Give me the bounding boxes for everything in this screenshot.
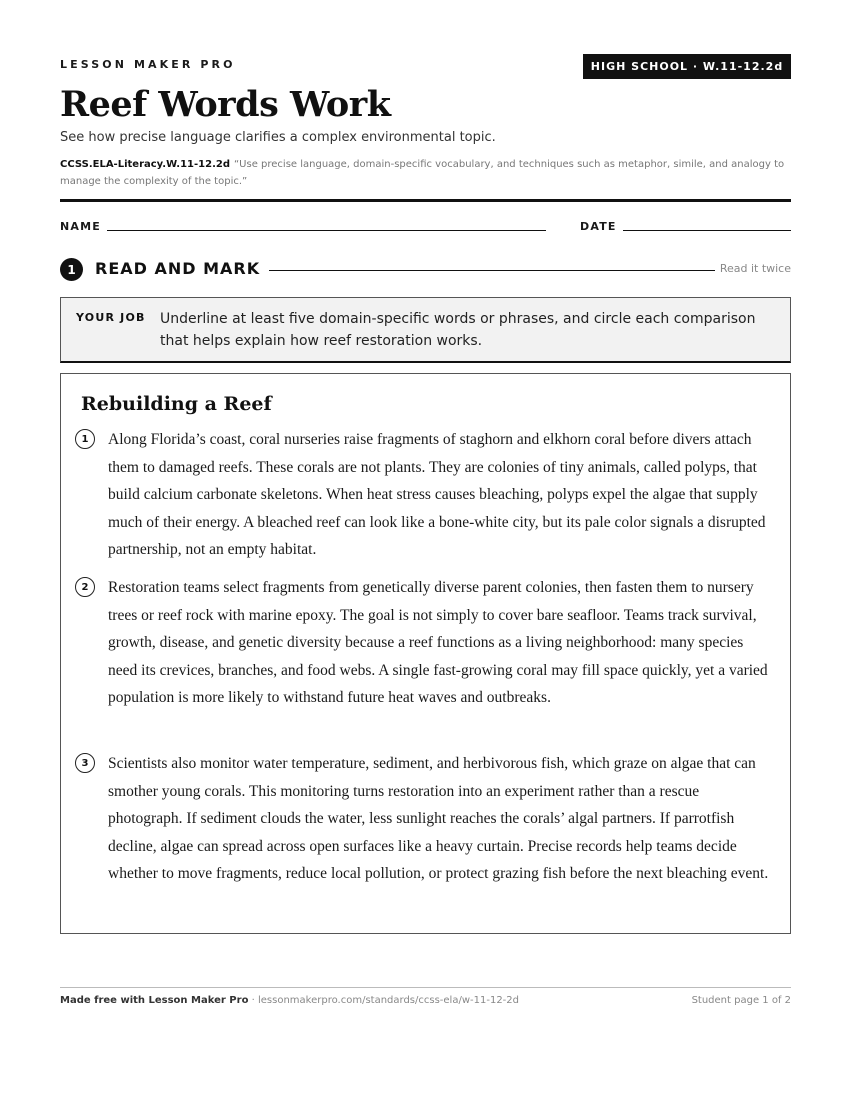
name-field[interactable] (107, 230, 546, 231)
name-label: NAME (60, 220, 101, 233)
reading-passage (60, 373, 791, 934)
footer-made-with: Made free with Lesson Maker Pro (60, 995, 249, 1006)
date-label: DATE (580, 220, 617, 233)
instructions-box (60, 297, 791, 363)
brand-name: LESSON MAKER PRO (60, 58, 236, 71)
section-note: Read it twice (719, 262, 791, 275)
section-header (60, 257, 791, 281)
footer-divider (60, 987, 791, 988)
paragraph-3: Scientists also monitor water temperature, sediment, and herbivorous fish, which graze on algae that can smother young corals. This monitoring turns restoration into an experiment rather than a rescue photograph. If sediment clouds the water, less sunlight reaches the corals’ algal partners. If parrotfish decline, algae can spread across open surfaces like a heavy curtain. Precise records help teams decide whether to move fragments, reduce local pollution, or protect grazing fish before the next bleaching event. (108, 755, 769, 883)
standard-description (60, 156, 791, 190)
page-title: Reef Words Work (60, 84, 391, 125)
paragraph-1: Along Florida’s coast, coral nurseries raise fragments of staghorn and elkhorn coral before divers attach them to damaged reefs. These corals are not plants. They are colonies of tiny animals, called polyps, that build calcium carbonate skeletons. When heat stress causes bleaching, polyps expel the algae that supply much of their energy. A bleached reef can look like a bone-white city, but its pale color signals a disrupted partnership, not an empty habitat. (108, 431, 766, 559)
section-title: READ AND MARK (95, 259, 261, 278)
passage-title: Rebuilding a Reef (81, 393, 272, 415)
paragraph-number-2: 2 (75, 577, 95, 597)
footer-url[interactable]: lessonmakerpro.com/standards/ccss-ela/w-11-12-2d (257, 995, 519, 1006)
instructions-label: YOUR JOB (76, 311, 146, 324)
paragraph-2: Restoration teams select fragments from genetically diverse parent colonies, then fasten them to nursery trees or reef rock with marine epoxy. The goal is not simply to cover bare seafloor. Teams track survival, growth, disease, and genetic diversity because a reef functions as a living neighborhood: many species need its crevices, branches, and food webs. A single fast-growing coral may fill space quickly, yet a varied population is more likely to withstand future heat waves and outbreaks. (108, 579, 768, 707)
paragraph-number-3: 3 (75, 753, 95, 773)
footer-separator: · (248, 995, 258, 1006)
section-rule (269, 270, 715, 271)
paragraph-number-1: 1 (75, 429, 95, 449)
standard-code: CCSS.ELA-Literacy.W.11-12.2d (60, 159, 230, 170)
footer-page-number: Student page 1 of 2 (691, 995, 791, 1006)
page-subtitle: See how precise language clarifies a complex environmental topic. (60, 130, 496, 145)
date-field[interactable] (623, 230, 791, 231)
level-badge: HIGH SCHOOL · W.11-12.2d (583, 54, 791, 79)
instructions-text: Underline at least five domain-specific words or phrases, and circle each comparison that helps explain how reef restoration works. (160, 311, 756, 349)
footer-credit (60, 995, 519, 1006)
worksheet-page (60, 0, 791, 1100)
standard-text: “Use precise language, domain-specific vocabulary, and techniques such as metaphor, simile, and analogy to manage the complexity of the topic.” (60, 159, 785, 187)
header-divider (60, 199, 791, 202)
section-number-badge: 1 (60, 258, 83, 281)
